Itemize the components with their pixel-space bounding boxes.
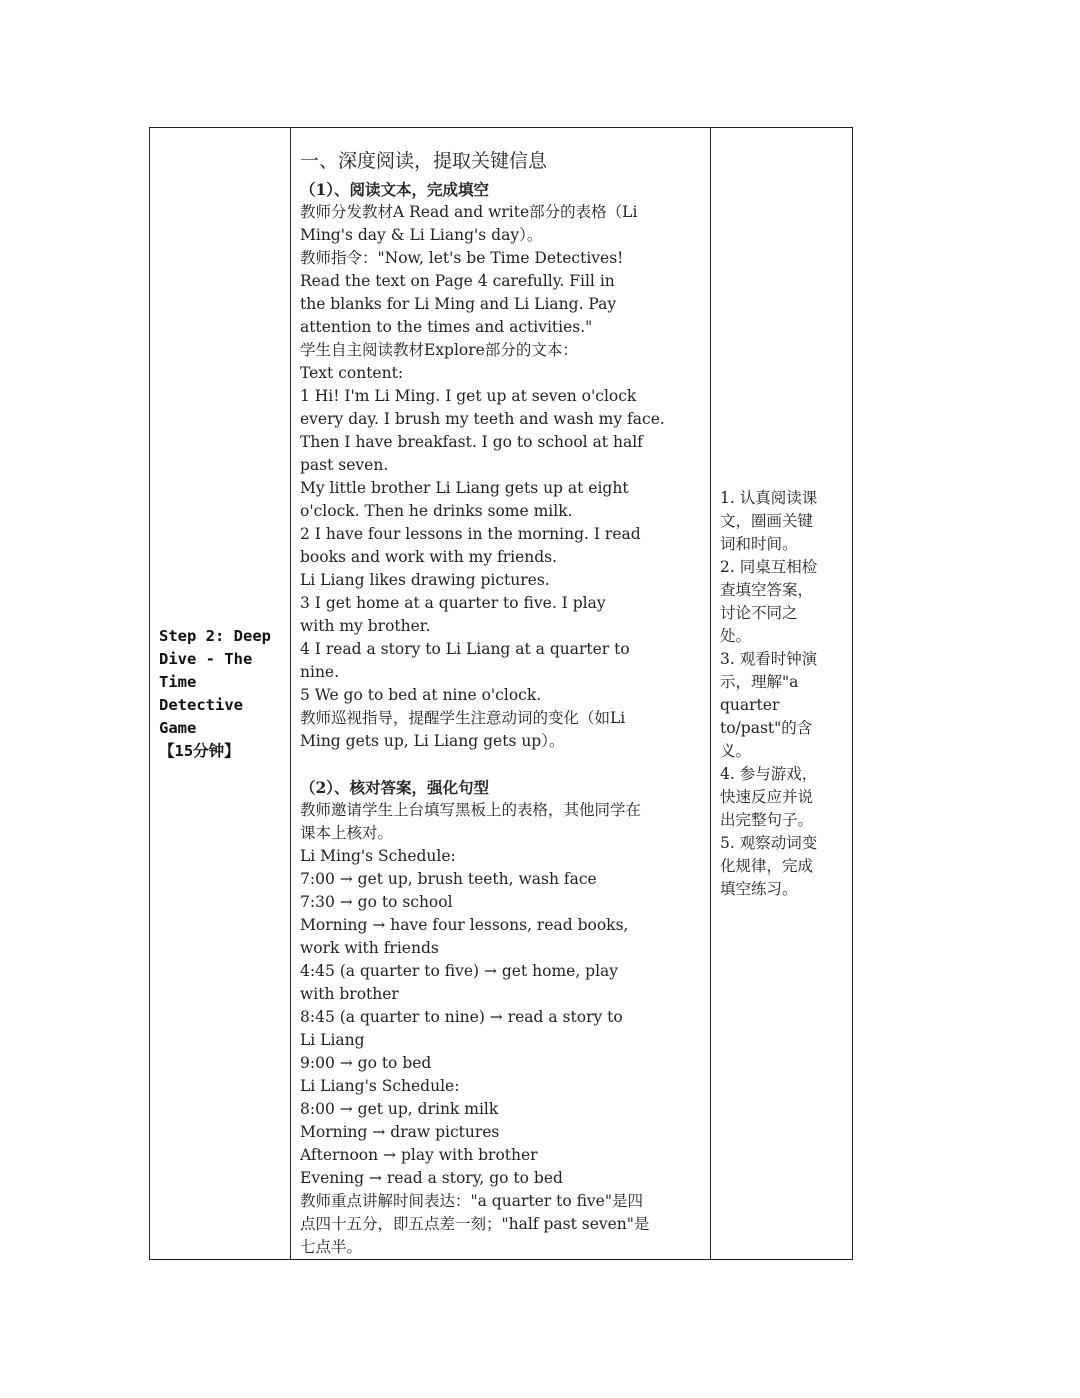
- text-line: Text content:: [300, 364, 404, 382]
- text-line: Evening → read a story, go to bed: [300, 1169, 563, 1187]
- table-row: [150, 128, 853, 1260]
- text-line: 学生自主阅读教材Explore部分的文本：: [300, 341, 578, 359]
- text-line: Li Liang's Schedule:: [300, 1077, 460, 1095]
- student-line: 查填空答案，: [720, 580, 814, 599]
- text-line: 2 I have four lessons in the morning. I read: [300, 525, 641, 543]
- text-line: 课本上核对。: [300, 824, 394, 842]
- text-line: Li Liang likes drawing pictures.: [300, 571, 550, 589]
- student-line: 4. 参与游戏，: [720, 764, 818, 783]
- text-line: 4 I read a story to Li Liang at a quarter to: [300, 640, 630, 658]
- text-line: 教师邀请学生上台填写黑板上的表格，其他同学在: [300, 801, 642, 819]
- text-line: 8:00 → get up, drink milk: [300, 1100, 499, 1118]
- student-line: 示，理解"a: [720, 672, 799, 691]
- part1-body: [300, 201, 702, 753]
- text-line: Then I have breakfast. I go to school at half: [300, 433, 643, 451]
- text-line: 教师巡视指导，提醒学生注意动词的变化（如Li: [300, 709, 626, 727]
- step-label: [150, 625, 290, 763]
- text-line: 9:00 → go to bed: [300, 1054, 432, 1072]
- text-line: Li Ming's Schedule:: [300, 847, 456, 865]
- teacher-activity-cell: [291, 128, 711, 1260]
- text-line: 教师指令："Now, let's be Time Detectives!: [300, 249, 624, 267]
- text-line: 点四十五分，即五点差一刻；"half past seven"是: [300, 1215, 650, 1233]
- step-cell: [150, 128, 291, 1260]
- step-duration: 【15分钟】: [159, 741, 240, 760]
- text-line: 5 We go to bed at nine o'clock.: [300, 686, 542, 704]
- text-line: 3 I get home at a quarter to five. I play: [300, 594, 606, 612]
- text-line: attention to the times and activities.": [300, 318, 593, 336]
- lesson-plan-table: [149, 127, 853, 1260]
- student-line: 5. 观察动词变: [720, 833, 818, 852]
- teacher-activity-text: [291, 128, 710, 1259]
- paragraph-gap: [300, 753, 702, 776]
- student-activity-text: [711, 487, 852, 901]
- text-line: with brother: [300, 985, 399, 1003]
- student-line: 2. 同桌互相检: [720, 557, 818, 576]
- text-line: Morning → have four lessons, read books,: [300, 916, 629, 934]
- student-line: 处。: [720, 626, 752, 645]
- text-line: 4:45 (a quarter to five) → get home, play: [300, 962, 619, 980]
- section-heading: 一、深度阅读，提取关键信息: [300, 150, 548, 172]
- student-line: 化规律，完成: [720, 856, 814, 875]
- text-line: nine.: [300, 663, 340, 681]
- text-line: Ming gets up, Li Liang gets up）。: [300, 732, 565, 750]
- text-line: Ming's day & Li Liang's day）。: [300, 226, 543, 244]
- text-line: every day. I brush my teeth and wash my face.: [300, 410, 665, 428]
- student-line: 义。: [720, 741, 752, 760]
- text-line: 教师分发教材A Read and write部分的表格（Li: [300, 203, 638, 221]
- text-line: books and work with my friends.: [300, 548, 558, 566]
- text-line: 教师重点讲解时间表达："a quarter to five"是四: [300, 1192, 643, 1210]
- text-line: Afternoon → play with brother: [300, 1146, 538, 1164]
- student-activity-cell: [711, 128, 853, 1260]
- student-line: to/past"的含: [720, 718, 813, 737]
- step-title: Step 2: Deep Dive - The Time Detective Game: [159, 626, 271, 737]
- student-line: 1. 认真阅读课: [720, 488, 818, 507]
- text-line: past seven.: [300, 456, 389, 474]
- student-line: 出完整句子。: [720, 810, 814, 829]
- text-line: 8:45 (a quarter to nine) → read a story to: [300, 1008, 623, 1026]
- text-line: Li Liang: [300, 1031, 365, 1049]
- text-line: 1 Hi! I'm Li Ming. I get up at seven o'clock: [300, 387, 637, 405]
- student-line: 文，圈画关键: [720, 511, 814, 530]
- part1-title: （1）、阅读文本，完成填空: [300, 180, 490, 199]
- student-line: 词和时间。: [720, 534, 798, 553]
- text-line: 7:00 → get up, brush teeth, wash face: [300, 870, 597, 888]
- student-line: 3. 观看时钟演: [720, 649, 818, 668]
- part2-body: [300, 799, 702, 1259]
- text-line: o'clock. Then he drinks some milk.: [300, 502, 573, 520]
- text-line: My little brother Li Liang gets up at eight: [300, 479, 629, 497]
- text-line: the blanks for Li Ming and Li Liang. Pay: [300, 295, 617, 313]
- text-line: Morning → draw pictures: [300, 1123, 500, 1141]
- student-line: quarter: [720, 695, 780, 714]
- student-line: 快速反应并说: [720, 787, 814, 806]
- student-line: 填空练习。: [720, 879, 798, 898]
- text-line: 七点半。: [300, 1238, 363, 1256]
- student-line: 讨论不同之: [720, 603, 798, 622]
- text-line: 7:30 → go to school: [300, 893, 453, 911]
- text-line: work with friends: [300, 939, 439, 957]
- text-line: with my brother.: [300, 617, 431, 635]
- part2-title: （2）、核对答案，强化句型: [300, 778, 490, 797]
- text-line: Read the text on Page 4 carefully. Fill in: [300, 272, 615, 290]
